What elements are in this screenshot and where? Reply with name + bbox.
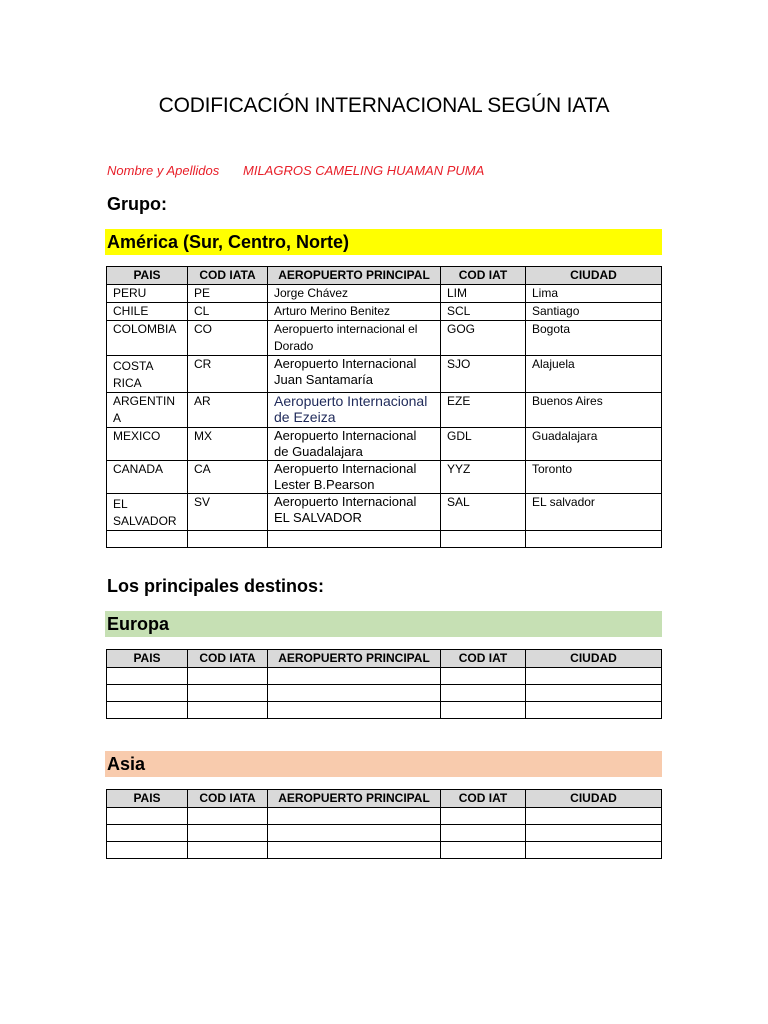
table-row	[107, 303, 662, 321]
cell-pais: EL SALVADOR	[107, 494, 188, 531]
table-row-empty	[107, 685, 662, 702]
cell-pais: ARGENTINA	[107, 393, 188, 428]
cell-ciudad: Buenos Aires	[526, 393, 662, 428]
col-header-cod-iat: COD IAT	[441, 267, 526, 285]
cell-pais: COSTA RICA	[107, 356, 188, 393]
table-header-row	[107, 650, 662, 668]
cell-cod-iat: SJO	[441, 356, 526, 393]
cell-cod-iat: GOG	[441, 321, 526, 356]
table-row	[107, 494, 662, 531]
cell-aeropuerto: Aeropuerto Internacional Lester B.Pearson	[268, 461, 441, 494]
cell-cod-iat: LIM	[441, 285, 526, 303]
group-heading: Grupo:	[107, 194, 167, 214]
cell-cod-iata: SV	[188, 494, 268, 531]
name-row	[107, 163, 484, 178]
cell-aeropuerto: Aeropuerto internacional el Dorado	[268, 321, 441, 356]
table-row	[107, 461, 662, 494]
col-header-ciudad: CIUDAD	[526, 790, 662, 808]
cell-aeropuerto: Jorge Chávez	[268, 285, 441, 303]
table-header-row	[107, 790, 662, 808]
table-row	[107, 285, 662, 303]
table-row-empty	[107, 668, 662, 685]
cell-ciudad: Santiago	[526, 303, 662, 321]
cell-aeropuerto: Aeropuerto Internacional de Ezeiza	[268, 393, 441, 428]
cell-ciudad: EL salvador	[526, 494, 662, 531]
col-header-cod-iat: COD IAT	[441, 650, 526, 668]
cell-ciudad: Lima	[526, 285, 662, 303]
cell-cod-iata: CA	[188, 461, 268, 494]
cell-ciudad: Guadalajara	[526, 428, 662, 461]
table-row	[107, 356, 662, 393]
col-header-aeropuerto: AEROPUERTO PRINCIPAL	[268, 267, 441, 285]
europa-table	[106, 649, 662, 719]
cell-cod-iat: GDL	[441, 428, 526, 461]
col-header-aeropuerto: AEROPUERTO PRINCIPAL	[268, 790, 441, 808]
europa-heading: Europa	[105, 611, 662, 637]
table-row	[107, 393, 662, 428]
col-header-ciudad: CIUDAD	[526, 650, 662, 668]
cell-ciudad: Bogota	[526, 321, 662, 356]
cell-cod-iata: PE	[188, 285, 268, 303]
page-title: CODIFICACIÓN INTERNACIONAL SEGÚN IATA	[158, 94, 610, 117]
cell-cod-iata: CO	[188, 321, 268, 356]
cell-pais: COLOMBIA	[107, 321, 188, 356]
table-row-empty	[107, 825, 662, 842]
table-header-row	[107, 267, 662, 285]
col-header-cod-iata: COD IATA	[188, 267, 268, 285]
cell-aeropuerto: Aeropuerto Internacional Juan Santamaría	[268, 356, 441, 393]
destinations-heading: Los principales destinos:	[107, 576, 325, 596]
col-header-cod-iat: COD IAT	[441, 790, 526, 808]
cell-aeropuerto: Aeropuerto Internacional de Guadalajara	[268, 428, 441, 461]
table-row-empty	[107, 842, 662, 859]
cell-cod-iata: CL	[188, 303, 268, 321]
col-header-ciudad: CIUDAD	[526, 267, 662, 285]
cell-cod-iata: CR	[188, 356, 268, 393]
america-heading: América (Sur, Centro, Norte)	[105, 229, 662, 255]
cell-cod-iat: EZE	[441, 393, 526, 428]
cell-pais: CANADA	[107, 461, 188, 494]
col-header-pais: PAIS	[107, 790, 188, 808]
asia-heading: Asia	[105, 751, 662, 777]
table-row	[107, 321, 662, 356]
cell-pais: PERU	[107, 285, 188, 303]
table-row-empty	[107, 531, 662, 548]
col-header-pais: PAIS	[107, 267, 188, 285]
name-value: MILAGROS CAMELING HUAMAN PUMA	[243, 163, 485, 178]
cell-cod-iat: SAL	[441, 494, 526, 531]
cell-cod-iat: YYZ	[441, 461, 526, 494]
cell-cod-iat: SCL	[441, 303, 526, 321]
cell-aeropuerto: Aeropuerto Internacional EL SALVADOR	[268, 494, 441, 531]
table-row-empty	[107, 702, 662, 719]
table-row	[107, 428, 662, 461]
cell-aeropuerto: Arturo Merino Benitez	[268, 303, 441, 321]
col-header-pais: PAIS	[107, 650, 188, 668]
col-header-aeropuerto: AEROPUERTO PRINCIPAL	[268, 650, 441, 668]
cell-pais: MEXICO	[107, 428, 188, 461]
table-row-empty	[107, 808, 662, 825]
col-header-cod-iata: COD IATA	[188, 650, 268, 668]
col-header-cod-iata: COD IATA	[188, 790, 268, 808]
america-table	[106, 266, 662, 548]
cell-ciudad: Alajuela	[526, 356, 662, 393]
cell-pais: CHILE	[107, 303, 188, 321]
name-label: Nombre y Apellidos	[107, 163, 220, 178]
asia-table	[106, 789, 662, 859]
cell-cod-iata: AR	[188, 393, 268, 428]
cell-cod-iata: MX	[188, 428, 268, 461]
cell-ciudad: Toronto	[526, 461, 662, 494]
